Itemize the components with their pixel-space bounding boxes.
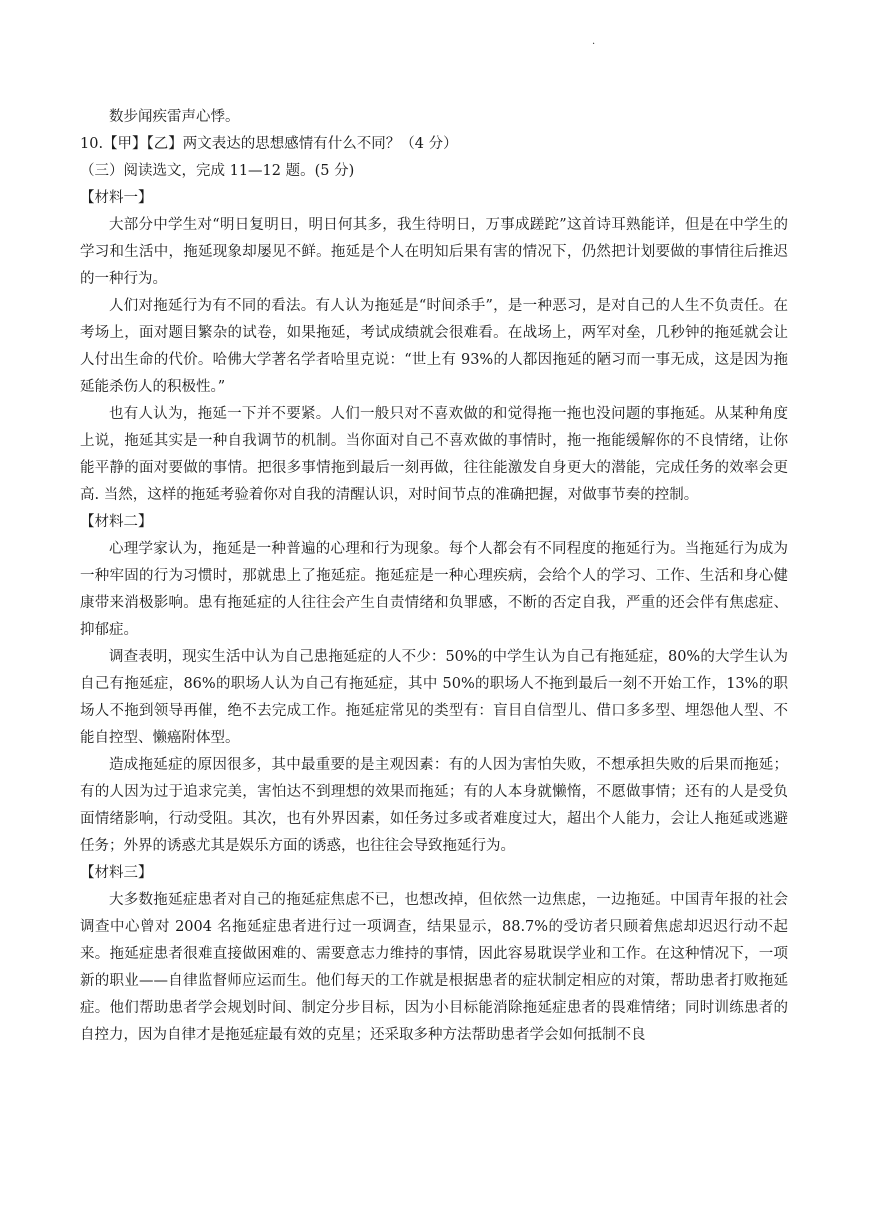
material-1-paragraph-3: 也有人认为，拖延一下并不要紧。人们一般只对不喜欢做的和觉得拖一拖也没问题的事拖延。从某种角度上说，拖延其实是一种自我调节的机制。当你面对自己不喜欢做的事情时，拖一拖能缓解你的不良情绪，让你能平静的面对要做的事情。把很多事情拖到最后一刻再做，往往能激发自身更大的潜能，完成任务的效率会更高. 当然，这样的拖延考验着你对自我的清醒认识，对时间节点的准确把握，对做事节奏的控制。 (80, 406, 788, 503)
material-1-title: 【材料一】 (80, 190, 153, 206)
material-2-paragraph-3: 造成拖延症的原因很多，其中最重要的是主观因素：有的人因为害怕失败，不想承担失败的后果而拖延；有的人因为过于追求完美，害怕达不到理想的效果而拖延；有的人本身就懒惰，不愿做事情；还有的人是受负面情绪影响，行动受阻。其次，也有外界因素，如任务过多或者难度过大，超出个人能力，会让人拖延或逃避任务；外界的诱惑尤其是娱乐方面的诱惑，也往往会导致拖延行为。 (80, 757, 788, 854)
material-1-paragraph-1: 大部分中学生对“明日复明日，明日何其多，我生待明日，万事成蹉跎”这首诗耳熟能详，但是在中学生的学习和生活中，拖延现象却屡见不鲜。拖延是个人在明知后果有害的情况下，仍然把计划要做的事情往后推迟的一种行为。 (80, 217, 788, 287)
material-2-paragraph-2: 调查表明，现实生活中认为自己患拖延症的人不少：50%的中学生认为自己有拖延症，80%的大学生认为自己有拖延症，86%的职场人认为自己有拖延症，其中 50%的职场人不拖到最后一刻不开始工作，13%的职场人不拖到领导再催，绝不去完成工作。拖延症常见的类型有：盲目自信型儿、借口多多型、埋怨他人型、不能自控型、懒癌附体型。 (80, 649, 788, 746)
material-1-paragraph-2: 人们对拖延行为有不同的看法。有人认为拖延是“时间杀手”，是一种恶习，是对自己的人生不负责任。在考场上，面对题目繁杂的试卷，如果拖延，考试成绩就会很难看。在战场上，两军对垒，几秒钟的拖延就会让人付出生命的代价。哈佛大学著名学者哈里克说：“世上有 93%的人都因拖延的陋习而一事无成，这是因为拖延能杀伤人的积极性。” (80, 298, 788, 395)
document-body (80, 104, 788, 1049)
header-mark: . (592, 36, 596, 47)
section-3-instruction: （三）阅读选文，完成 11—12 题。(5 分) (80, 163, 355, 179)
material-3-title: 【材料三】 (80, 865, 153, 881)
material-2-paragraph-1: 心理学家认为，拖延是一种普遍的心理和行为现象。每个人都会有不同程度的拖延行为。当拖延行为成为一种牢固的行为习惯时，那就患上了拖延症。拖延症是一种心理疾病，会给个人的学习、工作、生活和身心健康带来消极影响。患有拖延症的人往往会产生自责情绪和负罪感，不断的否定自我，严重的还会伴有焦虑症、抑郁症。 (80, 541, 788, 638)
material-3-paragraph-1: 大多数拖延症患者对自己的拖延症焦虑不已，也想改掉，但依然一边焦虑，一边拖延。中国青年报的社会调查中心曾对 2004 名拖延症患者进行过一项调查，结果显示，88.7%的受访者只顾着焦虑却迟迟行动不起来。拖延症患者很难直接做困难的、需要意志力维持的事情，因此容易耽误学业和工作。在这种情况下，一项新的职业——自律监督师应运而生。他们每天的工作就是根据患者的症状制定相应的对策，帮助患者打败拖延症。他们帮助患者学会规划时间、制定分步目标，因为小目标能消除拖延症患者的畏难情绪；同时训练患者的自控力，因为自律才是拖延症最有效的克星；还采取多种方法帮助患者学会如何抵制不良 (80, 892, 788, 1043)
question-10: 10.【甲】【乙】两文表达的思想感情有什么不同？（4 分） (80, 136, 458, 152)
material-2-title: 【材料二】 (80, 514, 153, 530)
poem-tail-line: 数步闻疾雷声心悸。 (109, 109, 240, 125)
